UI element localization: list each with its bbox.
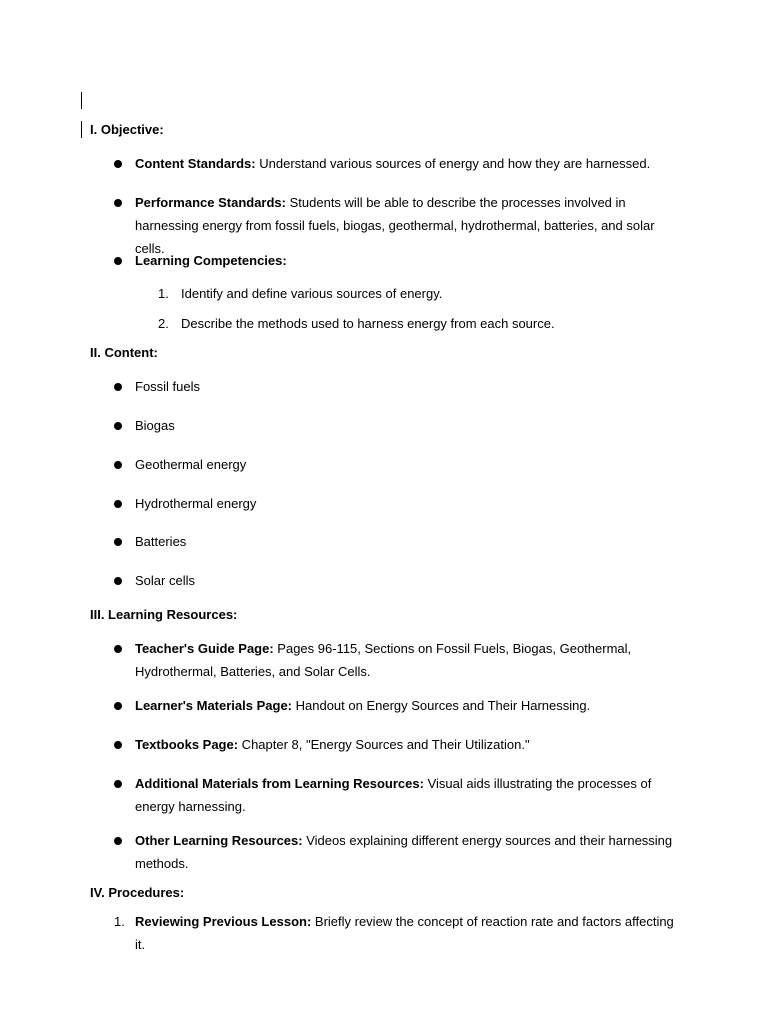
list-item: Fossil fuels xyxy=(135,379,201,394)
item-label: Learner's Materials Page: xyxy=(135,698,292,713)
bullet xyxy=(114,160,122,168)
bullet xyxy=(114,577,122,585)
item-text: Visual aids illustrating the processes of energy harnessing. xyxy=(135,776,652,814)
list-item-text: Identify and define various sources of energy. xyxy=(181,286,443,301)
list-item: Geothermal energy xyxy=(135,457,247,472)
item-label: Other Learning Resources: xyxy=(135,833,303,848)
section-heading-learning-resources: III. Learning Resources: xyxy=(90,607,238,622)
list-item: Solar cells xyxy=(135,573,195,588)
item-label: Performance Standards: xyxy=(135,195,286,210)
list-item xyxy=(135,772,680,818)
item-label: Content Standards: xyxy=(135,156,256,171)
bullet xyxy=(114,780,122,788)
list-item xyxy=(135,829,680,875)
list-number: 2. xyxy=(158,316,169,331)
bullet xyxy=(114,257,122,265)
item-label: Textbooks Page: xyxy=(135,737,239,752)
list-number: 1. xyxy=(158,286,169,301)
item-text: Understand various sources of energy and how they are harnessed. xyxy=(255,156,651,171)
item-text: Chapter 8, "Energy Sources and Their Utilization." xyxy=(238,737,530,752)
item-label: Reviewing Previous Lesson: xyxy=(135,914,312,929)
list-item: Hydrothermal energy xyxy=(135,496,257,511)
list-item xyxy=(135,694,680,717)
item-label: Additional Materials from Learning Resources: xyxy=(135,776,424,791)
list-item xyxy=(135,249,680,272)
bullet xyxy=(114,500,122,508)
list-item xyxy=(135,637,680,683)
list-number: 1. xyxy=(114,914,125,929)
bullet xyxy=(114,702,122,710)
text-cursor xyxy=(81,92,82,109)
item-text: Handout on Energy Sources and Their Harnessing. xyxy=(292,698,591,713)
list-item xyxy=(135,910,680,956)
list-item xyxy=(135,733,680,756)
bullet xyxy=(114,383,122,391)
bullet xyxy=(114,422,122,430)
list-item xyxy=(135,152,680,175)
list-item: Batteries xyxy=(135,534,187,549)
bullet xyxy=(114,837,122,845)
item-label: Teacher's Guide Page: xyxy=(135,641,274,656)
bullet xyxy=(114,645,122,653)
bullet xyxy=(114,199,122,207)
section-heading-content: II. Content: xyxy=(90,345,158,360)
text-cursor xyxy=(81,121,82,138)
item-text: Students will be able to describe the processes involved in harnessing energy from fossil fuels, biogas, geothermal, hydrothermal, batteries, and solar cells. xyxy=(135,195,655,256)
bullet xyxy=(114,741,122,749)
section-heading-objective: I. Objective: xyxy=(90,122,164,137)
bullet xyxy=(114,538,122,546)
item-label: Learning Competencies: xyxy=(135,253,287,268)
list-item: Biogas xyxy=(135,418,175,433)
list-item-text: Describe the methods used to harness energy from each source. xyxy=(181,316,555,331)
item-text: Briefly review the concept of reaction rate and factors affecting it. xyxy=(135,914,674,952)
item-text: Videos explaining different energy sources and their harnessing methods. xyxy=(135,833,673,871)
bullet xyxy=(114,461,122,469)
item-text: Pages 96-115, Sections on Fossil Fuels, Biogas, Geothermal, Hydrothermal, Batteries, and Solar Cells. xyxy=(135,641,632,679)
section-heading-procedures: IV. Procedures: xyxy=(90,885,185,900)
